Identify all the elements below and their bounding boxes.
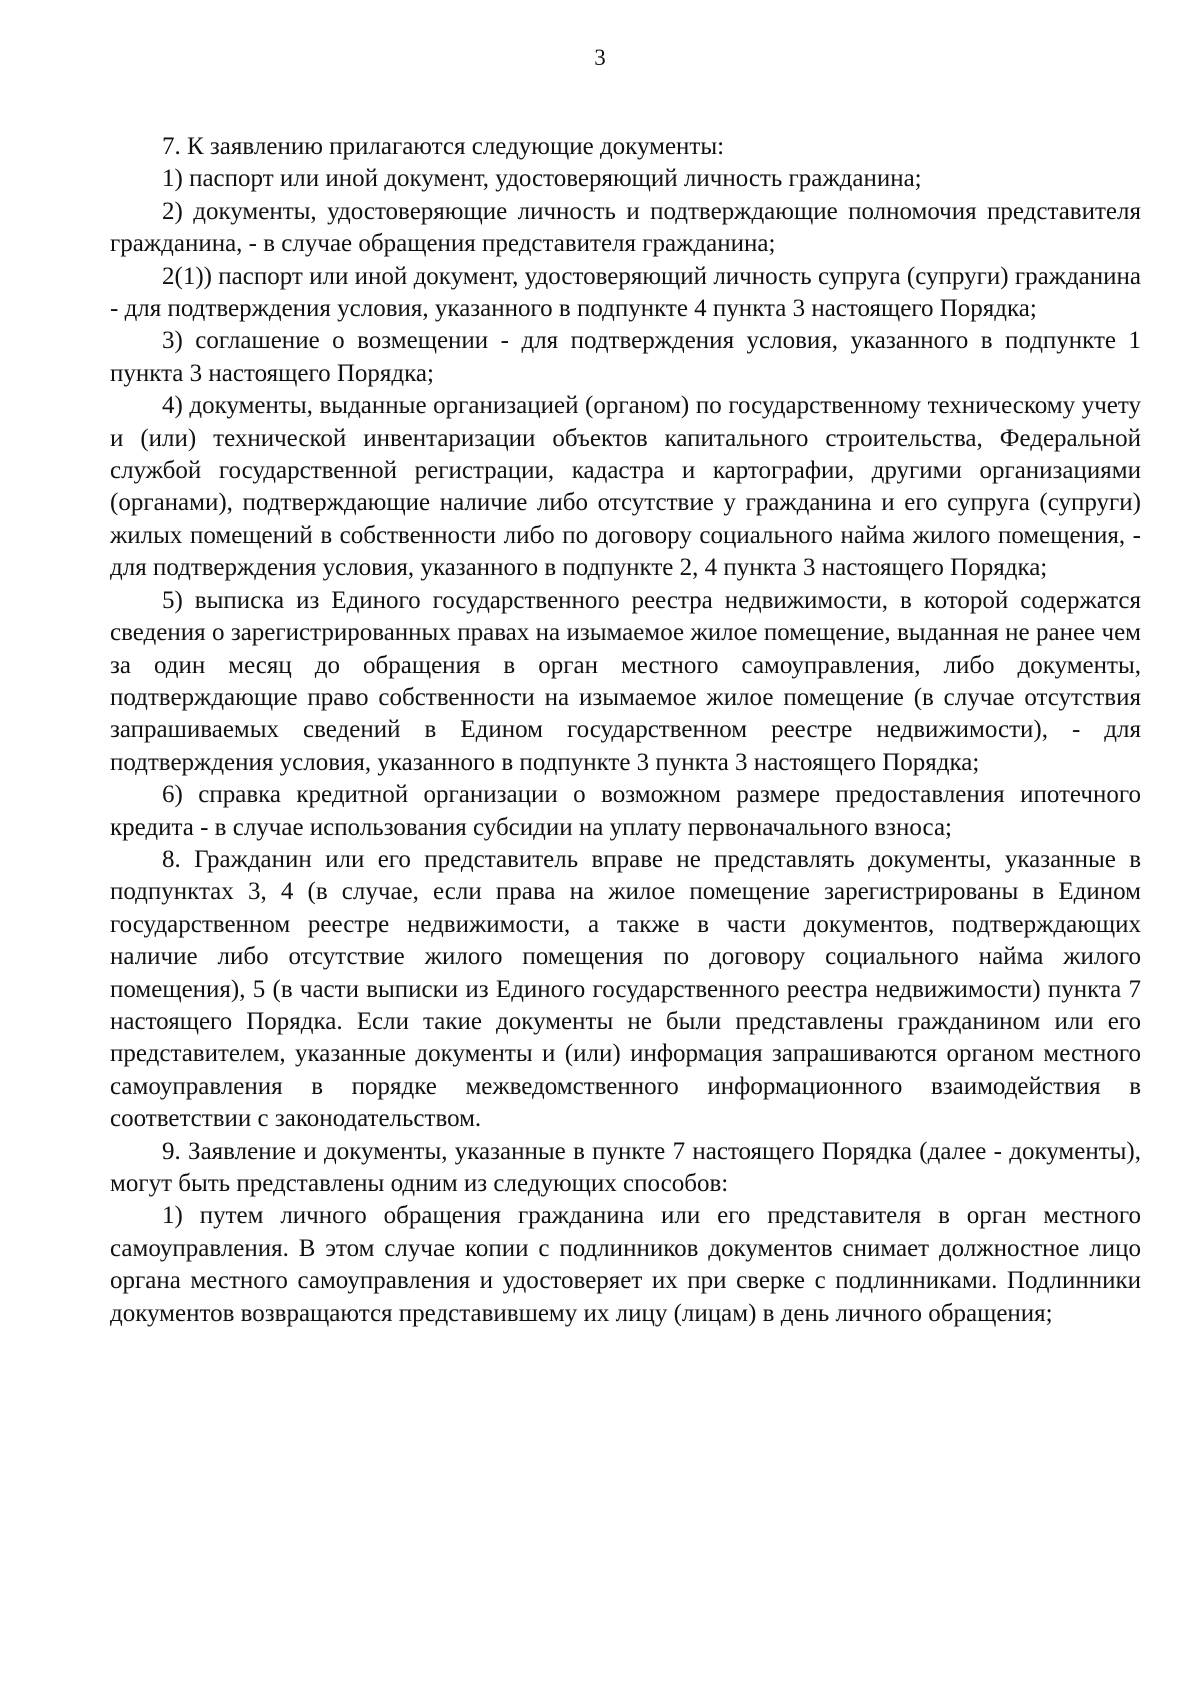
paragraph-7-item-2: 2) документы, удостоверяющие личность и подтверждающие полномочия представителя гражданина, - в случае обращения представителя гражданина; bbox=[110, 197, 1141, 258]
paragraph-7-item-5: 5) выписка из Единого государственного реестра недвижимости, в которой содержатся сведения о зарегистрированных правах на изымаемое жилое помещение, выданная не ранее чем за один месяц до обращения в орган местного самоуправления, либо документы, подтверждающие право собственности на изымаемое жилое помещение (в случае отсутствия запрашиваемых сведений в Едином государственном реестре недвижимости), - для подтверждения условия, указанного в подпункте 3 пункта 3 настоящего Порядка; bbox=[110, 586, 1141, 776]
paragraph-9-heading: 9. Заявление и документы, указанные в пункте 7 настоящего Порядка (далее - документы), могут быть представлены одним из следующих способов: bbox=[110, 1137, 1141, 1197]
paragraph-7-item-1: 1) паспорт или иной документ, удостоверяющий личность гражданина; bbox=[162, 165, 922, 193]
paragraph-7-item-4: 4) документы, выданные организацией (органом) по государственному техническому учету и (или) технической инвентаризации объектов капитального строительства, Федеральной службой государственной регистрации, кадастра и картографии, другими организациями (органами), подтверждающие наличие либо отсутствие у гражданина и его супруга (супруги) жилых помещений в собственности либо по договору социального найма жилого помещения, - для подтверждения условия, указанного в подпункте 2, 4 пункта 3 настоящего Порядка; bbox=[110, 392, 1141, 582]
paragraph-7-heading: 7. К заявлению прилагаются следующие документы: bbox=[162, 133, 725, 160]
paragraph-9-item-1: 1) путем личного обращения гражданина или его представителя в орган местного самоуправления. В этом случае копии с подлинников документов снимает должностное лицо органа местного самоуправления и удостоверяет их при сверке с подлинниками. Подлинники документов возвращаются представившему их лицу (лицам) в день личного обращения; bbox=[110, 1202, 1141, 1327]
document-body bbox=[110, 131, 1141, 1330]
paragraph-7-item-6: 6) справка кредитной организации о возможном размере предоставления ипотечного кредита - в случае использования субсидии на уплату первоначального взноса; bbox=[110, 781, 1141, 841]
paragraph-7-item-3: 3) соглашение о возмещении - для подтверждения условия, указанного в подпункте 1 пункта 3 настоящего Порядка; bbox=[110, 327, 1141, 387]
paragraph-8: 8. Гражданин или его представитель вправе не представлять документы, указанные в подпунктах 3, 4 (в случае, если права на жилое помещение зарегистрированы в Едином государственном реестре недвижимости, а также в части документов, подтверждающих наличие либо отсутствие жилого помещения по договору социального найма жилого помещения), 5 (в части выписки из Единого государственного реестра недвижимости) пункта 7 настоящего Порядка. Если такие документы не были представлены гражданином или его представителем, указанные документы и (или) информация запрашиваются органом местного самоуправления в порядке межведомственного информационного взаимодействия в соответствии с законодательством. bbox=[110, 845, 1141, 1133]
paragraph-7-item-2-1: 2(1)) паспорт или иной документ, удостоверяющий личность супруга (супруги) гражданина - для подтверждения условия, указанного в подпункте 4 пункта 3 настоящего Порядка; bbox=[110, 262, 1141, 323]
page-number: 3 bbox=[594, 45, 606, 70]
